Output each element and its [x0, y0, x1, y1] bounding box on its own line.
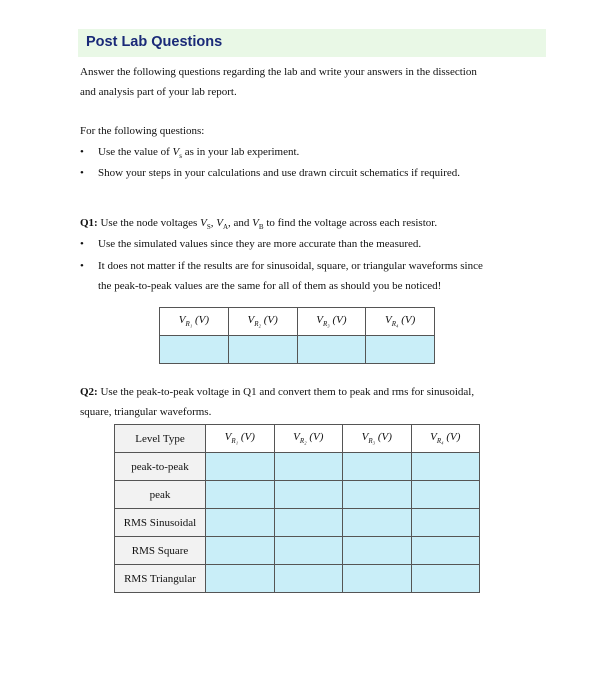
- intro-line-1: Answer the following questions regarding the lab and write your answers in the dissection: [80, 66, 477, 78]
- bullet-icon: •: [80, 167, 84, 179]
- bullet-icon: •: [80, 238, 84, 250]
- answer-cell[interactable]: [274, 453, 343, 481]
- answer-cell[interactable]: [411, 453, 480, 481]
- answer-cell[interactable]: [206, 453, 275, 481]
- q2-conversion-table: [114, 424, 480, 593]
- q2-col-vr3: $V_{R_3}$ (V): [343, 425, 412, 453]
- table-header-row: [160, 308, 435, 336]
- answer-cell[interactable]: [343, 537, 412, 565]
- table-row: [160, 336, 435, 364]
- row-label: RMS Sinusoidal: [115, 509, 206, 537]
- intro-line-2: and analysis part of your lab report.: [80, 86, 237, 98]
- q1-col-vr2: $V_{R_2}$ (V): [228, 308, 297, 336]
- answer-cell[interactable]: [411, 509, 480, 537]
- table-row: [115, 537, 480, 565]
- table-header-row: [115, 425, 480, 453]
- q1-label: Q1:: [80, 217, 98, 229]
- row-label: RMS Triangular: [115, 565, 206, 593]
- table-row: [115, 481, 480, 509]
- answer-cell[interactable]: [411, 537, 480, 565]
- answer-cell[interactable]: [343, 453, 412, 481]
- row-label: peak-to-peak: [115, 453, 206, 481]
- q1-bullet-1: • Use the simulated values since they are more accurate than the measured.: [80, 234, 520, 254]
- q1-question: Q1: Use the node voltages $V_S$, $V_A$, and $V_B$ to find the voltage across each resistor.: [80, 217, 438, 232]
- answer-cell[interactable]: [343, 565, 412, 593]
- q2-col-vr1: $V_{R_1}$ (V): [206, 425, 275, 453]
- answer-cell[interactable]: [206, 509, 275, 537]
- answer-cell[interactable]: [228, 336, 297, 364]
- q1-bullet-2: • It does not matter if the results are for sinusoidal, square, or triangular waveforms since the peak-to-peak values are the same for all of them as should you be noticed!: [80, 256, 520, 296]
- following-heading: For the following questions:: [80, 125, 205, 137]
- table-row: [115, 565, 480, 593]
- answer-cell[interactable]: [343, 509, 412, 537]
- q1-col-vr3: $V_{R_3}$ (V): [297, 308, 366, 336]
- answer-cell[interactable]: [206, 481, 275, 509]
- q2-question: Q2: Use the peak-to-peak voltage in Q1 and convert them to peak and rms for sinusoidal, square, triangular waveforms.: [80, 386, 475, 418]
- section-header: [78, 29, 546, 57]
- answer-cell[interactable]: [274, 481, 343, 509]
- bullet-icon: •: [80, 146, 84, 158]
- answer-cell[interactable]: [206, 565, 275, 593]
- row-label: RMS Square: [115, 537, 206, 565]
- q1-col-vr4: $V_{R_4}$ (V): [366, 308, 435, 336]
- answer-cell[interactable]: [297, 336, 366, 364]
- following-bullet-2: • Show your steps in your calculations and use drawn circuit schematics if required.: [80, 163, 520, 183]
- answer-cell[interactable]: [206, 537, 275, 565]
- q2-label: Q2:: [80, 386, 98, 398]
- answer-cell[interactable]: [343, 481, 412, 509]
- answer-cell[interactable]: [366, 336, 435, 364]
- intro-paragraph: [80, 62, 477, 102]
- answer-cell[interactable]: [160, 336, 229, 364]
- bullet-icon: •: [80, 260, 84, 272]
- row-label: peak: [115, 481, 206, 509]
- answer-cell[interactable]: [411, 565, 480, 593]
- answer-cell[interactable]: [274, 565, 343, 593]
- page-title: Post Lab Questions: [86, 34, 223, 50]
- table-row: [115, 453, 480, 481]
- q1-col-vr1: $V_{R_1}$ (V): [160, 308, 229, 336]
- following-bullet-1: • Use the value of $V_s$ as in your lab experiment.: [80, 142, 520, 166]
- answer-cell[interactable]: [274, 509, 343, 537]
- q1-voltage-table: [159, 307, 435, 364]
- table-row: [115, 509, 480, 537]
- q2-col-level-type: Level Type: [115, 425, 206, 453]
- answer-cell[interactable]: [411, 481, 480, 509]
- answer-cell[interactable]: [274, 537, 343, 565]
- q2-col-vr2: $V_{R_2}$ (V): [274, 425, 343, 453]
- q2-col-vr4: $V_{R_4}$ (V): [411, 425, 480, 453]
